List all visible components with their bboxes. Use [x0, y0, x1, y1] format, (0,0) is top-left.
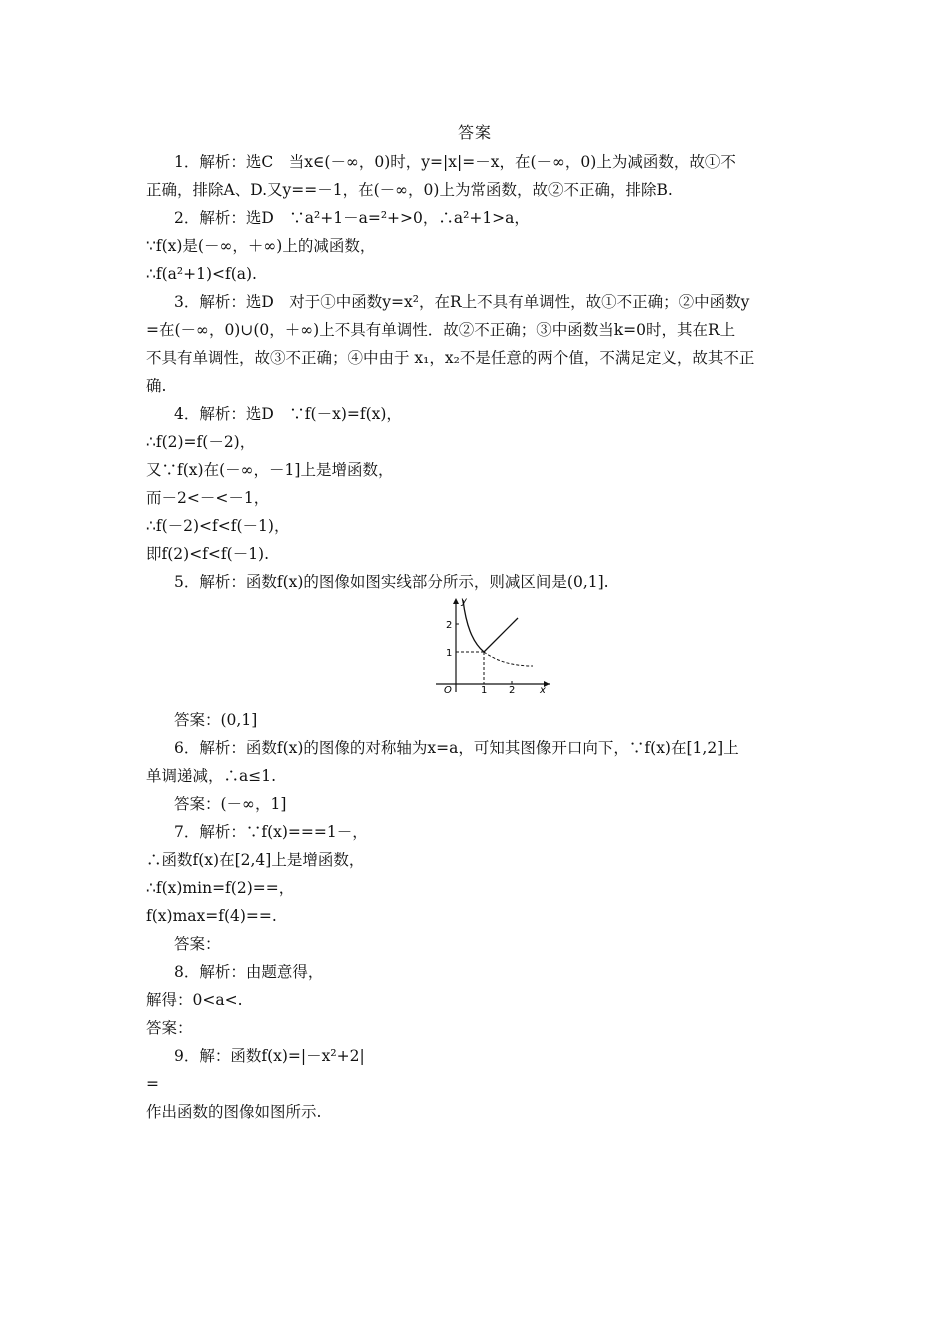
origin-label: O: [444, 685, 452, 694]
x-tick-label: 2: [509, 685, 516, 694]
text-line: ∴f(2)=f(－2)，: [146, 433, 256, 451]
solid-line: [484, 618, 518, 652]
y-axis-arrow: [453, 598, 459, 604]
text-line: =: [146, 1075, 159, 1093]
text-line: 答案：(0,1]: [174, 711, 258, 729]
text-line: 又∵f(x)在(－∞，－1]上是增函数，: [146, 461, 394, 479]
text-line: 而－2<－<－1，: [146, 489, 270, 507]
text-line: 8．解析：由题意得，: [174, 963, 324, 981]
x-axis-label: x: [540, 685, 546, 694]
text-line: 作出函数的图像如图所示.: [146, 1103, 322, 1121]
x-tick-label: 1: [481, 685, 488, 694]
solid-curve: [463, 600, 484, 652]
text-line: ∴函数f(x)在[2,4]上是增函数，: [146, 851, 365, 869]
text-line: 6．解析：函数f(x)的图像的对称轴为x=a，可知其图像开口向下，∵f(x)在[1,2]上: [174, 739, 739, 757]
text-line: f(x)max=f(4)==.: [146, 907, 277, 925]
text-line: ∴f(a²+1)<f(a).: [146, 265, 257, 283]
text-line: 答案：(－∞，1]: [174, 795, 287, 813]
text-line: 3．解析：选D 对于①中函数y=x²，在R上不具有单调性，故①不正确；②中函数y: [174, 293, 750, 311]
text-line: 答案：: [174, 935, 221, 953]
function-graph-figure: [428, 594, 558, 694]
text-line: 单调递减，∴a≤1.: [146, 767, 277, 785]
text-line: 答案：: [146, 1019, 193, 1037]
page-title: 答案: [457, 123, 492, 142]
text-line: 2．解析：选D ∵a²+1－a=²+>0，∴a²+1>a，: [174, 209, 530, 227]
y-axis-label: y: [461, 596, 467, 607]
text-line: 正确，排除A、D.又y==－1，在(－∞，0)上为常函数，故②不正确，排除B.: [146, 181, 673, 199]
text-line: =在(－∞，0)∪(0，＋∞)上不具有单调性．故②不正确；③中函数当k=0时，其在R上: [146, 321, 736, 339]
text-line: ∴f(－2)<f<f(－1)，: [146, 517, 290, 535]
text-line: 即f(2)<f<f(－1).: [146, 545, 270, 563]
text-line: 1．解析：选C 当x∈(－∞，0)时，y=|x|=－x，在(－∞，0)上为减函数，故①不: [174, 153, 736, 171]
text-line: ∴f(x)min=f(2)==，: [146, 879, 295, 897]
text-line: 不具有单调性，故③不正确；④中由于 x₁，x₂不是任意的两个值，不满足定义，故其不正: [146, 349, 755, 367]
y-tick-label: 1: [446, 648, 453, 659]
y-tick-label: 2: [446, 620, 453, 631]
text-line: 7．解析：∵f(x)===1－，: [174, 823, 368, 841]
text-line: 4．解析：选D ∵f(－x)=f(x)，: [174, 405, 402, 423]
dashed-curve: [484, 652, 533, 666]
text-line: 解得：0<a<.: [146, 991, 243, 1009]
text-line: ∵f(x)是(－∞，＋∞)上的减函数，: [146, 237, 376, 255]
text-line: 9．解：函数f(x)=|－x²+2|: [174, 1047, 365, 1065]
text-line: 5．解析：函数f(x)的图像如图实线部分所示，则减区间是(0,1].: [174, 573, 609, 591]
text-line: 确.: [146, 377, 167, 395]
